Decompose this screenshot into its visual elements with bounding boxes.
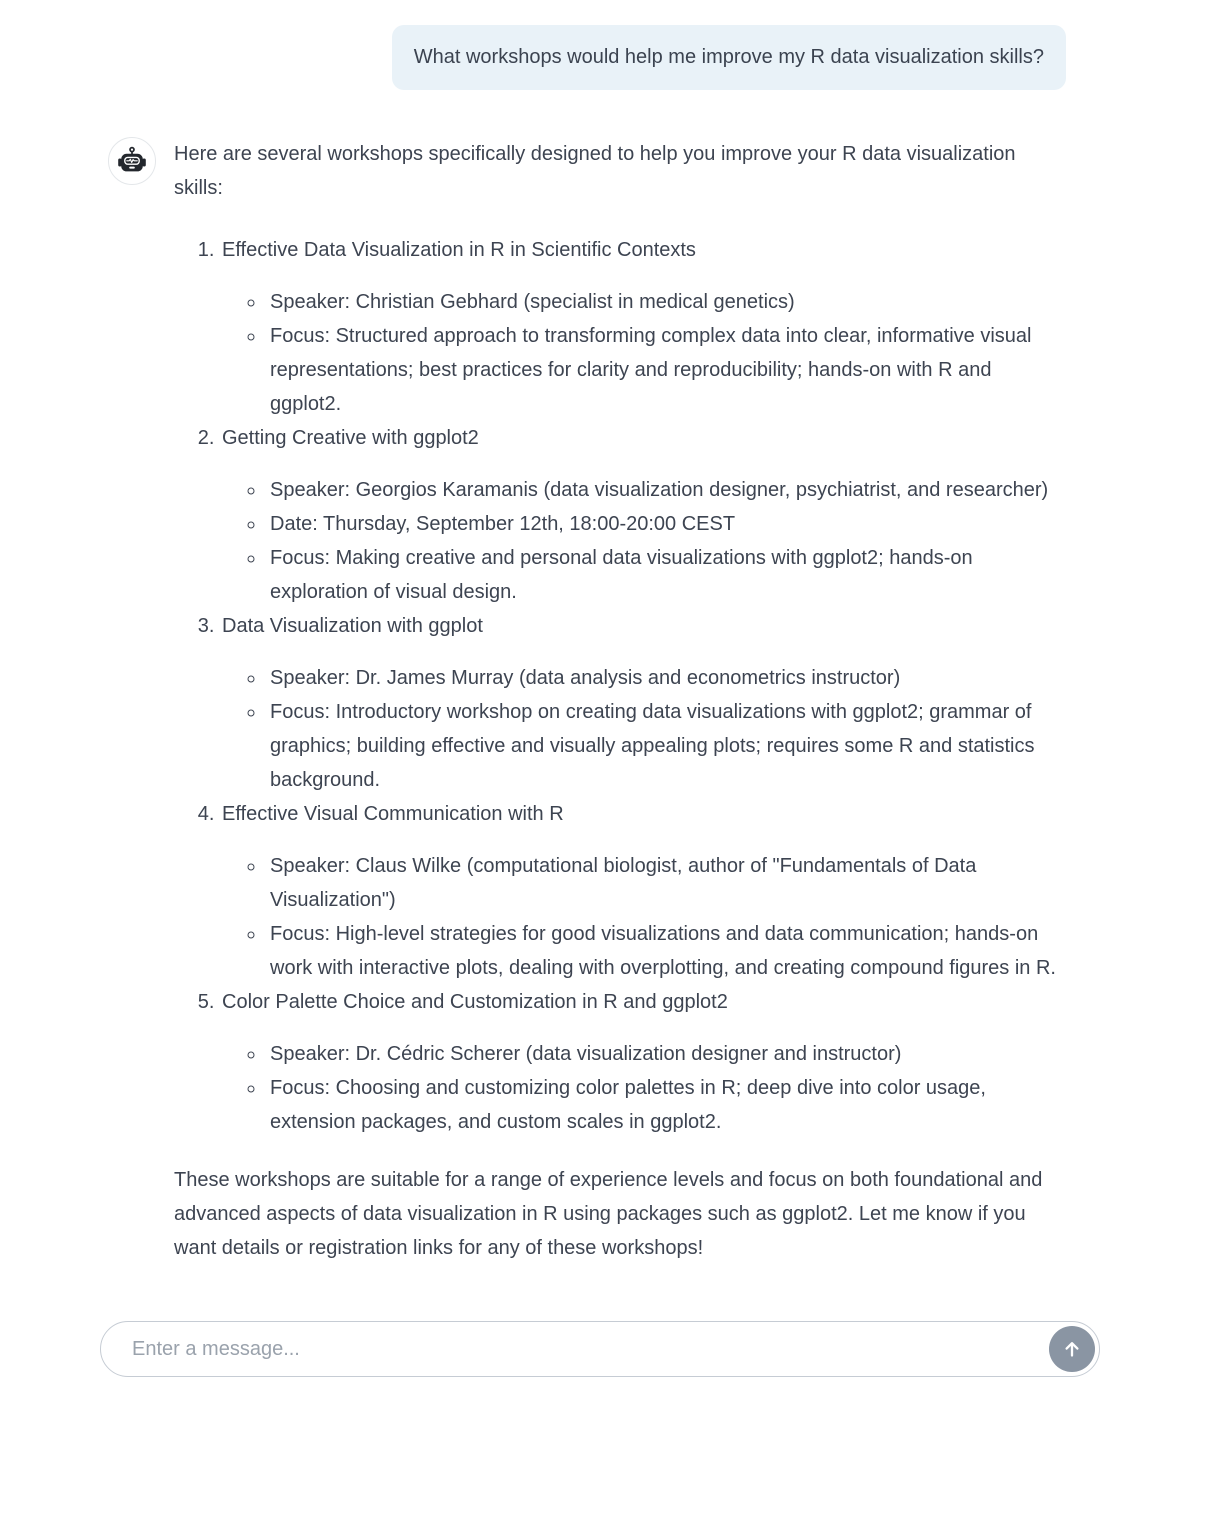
assistant-intro: Here are several workshops specifically designed to help you improve your R data visualization skills: <box>174 143 1016 199</box>
workshop-title: Effective Data Visualization in R in Scientific Contexts <box>222 239 696 261</box>
workshop-detail: ◦ Speaker: Dr. Cédric Scherer (data visualization designer and instructor) <box>266 1037 1066 1071</box>
message-input[interactable] <box>100 1321 1100 1377</box>
assistant-avatar <box>108 137 156 185</box>
user-message-bubble: What workshops would help me improve my R data visualization skills? <box>392 25 1066 90</box>
workshop-detail: ◦ Focus: Making creative and personal data visualizations with ggplot2; hands-on exploration of visual design. <box>266 541 1066 609</box>
workshop-title: Getting Creative with ggplot2 <box>222 427 479 449</box>
workshop-detail: ◦ Speaker: Dr. James Murray (data analysis and econometrics instructor) <box>266 661 1066 695</box>
workshop-details <box>222 661 1066 797</box>
workshop-list <box>174 233 1066 1139</box>
workshop-detail: ◦ Speaker: Georgios Karamanis (data visualization designer, psychiatrist, and researcher) <box>266 473 1066 507</box>
assistant-closing: These workshops are suitable for a range of experience levels and focus on both foundational and advanced aspects of data visualization in R using packages such as ggplot2. Let me know if you want details or registration links for any of these workshops! <box>174 1169 1043 1259</box>
workshop-detail: ◦ Speaker: Claus Wilke (computational biologist, author of "Fundamentals of Data Visualization") <box>266 849 1066 917</box>
workshop-details <box>222 473 1066 609</box>
workshop-item <box>220 797 1066 985</box>
workshop-title: Effective Visual Communication with R <box>222 803 564 825</box>
arrow-up-icon <box>1060 1337 1084 1361</box>
workshop-detail: ◦ Focus: Structured approach to transforming complex data into clear, informative visual representations; best practices for clarity and reproducibility; hands-on with R and ggplot2. <box>266 319 1066 421</box>
user-message-row <box>100 25 1066 90</box>
assistant-message <box>174 137 1066 1265</box>
workshop-detail: ◦ Speaker: Christian Gebhard (specialist in medical genetics) <box>266 285 1066 319</box>
workshop-item <box>220 421 1066 609</box>
workshop-item <box>220 985 1066 1139</box>
workshop-detail: ◦ Focus: Introductory workshop on creating data visualizations with ggplot2; grammar of graphics; building effective and visually appealing plots; requires some R and statistics background. <box>266 695 1066 797</box>
workshop-item <box>220 609 1066 797</box>
workshop-detail: ◦ Focus: High-level strategies for good visualizations and data communication; hands-on work with interactive plots, dealing with overplotting, and creating compound figures in R. <box>266 917 1066 985</box>
workshop-title: Color Palette Choice and Customization in R and ggplot2 <box>222 991 728 1013</box>
assistant-message-row <box>100 137 1066 1265</box>
message-list <box>100 25 1100 1265</box>
robot-icon <box>116 145 148 177</box>
workshop-detail: ◦ Focus: Choosing and customizing color palettes in R; deep dive into color usage, extension packages, and custom scales in ggplot2. <box>266 1071 1066 1139</box>
workshop-detail: ◦ Date: Thursday, September 12th, 18:00-20:00 CEST <box>266 507 1066 541</box>
workshop-title: Data Visualization with ggplot <box>222 615 483 637</box>
workshop-details <box>222 285 1066 421</box>
send-button[interactable] <box>1049 1326 1095 1372</box>
workshop-item <box>220 233 1066 421</box>
workshop-details <box>222 1037 1066 1139</box>
chat-window <box>100 0 1100 1377</box>
message-composer <box>100 1321 1100 1377</box>
workshop-details <box>222 849 1066 985</box>
